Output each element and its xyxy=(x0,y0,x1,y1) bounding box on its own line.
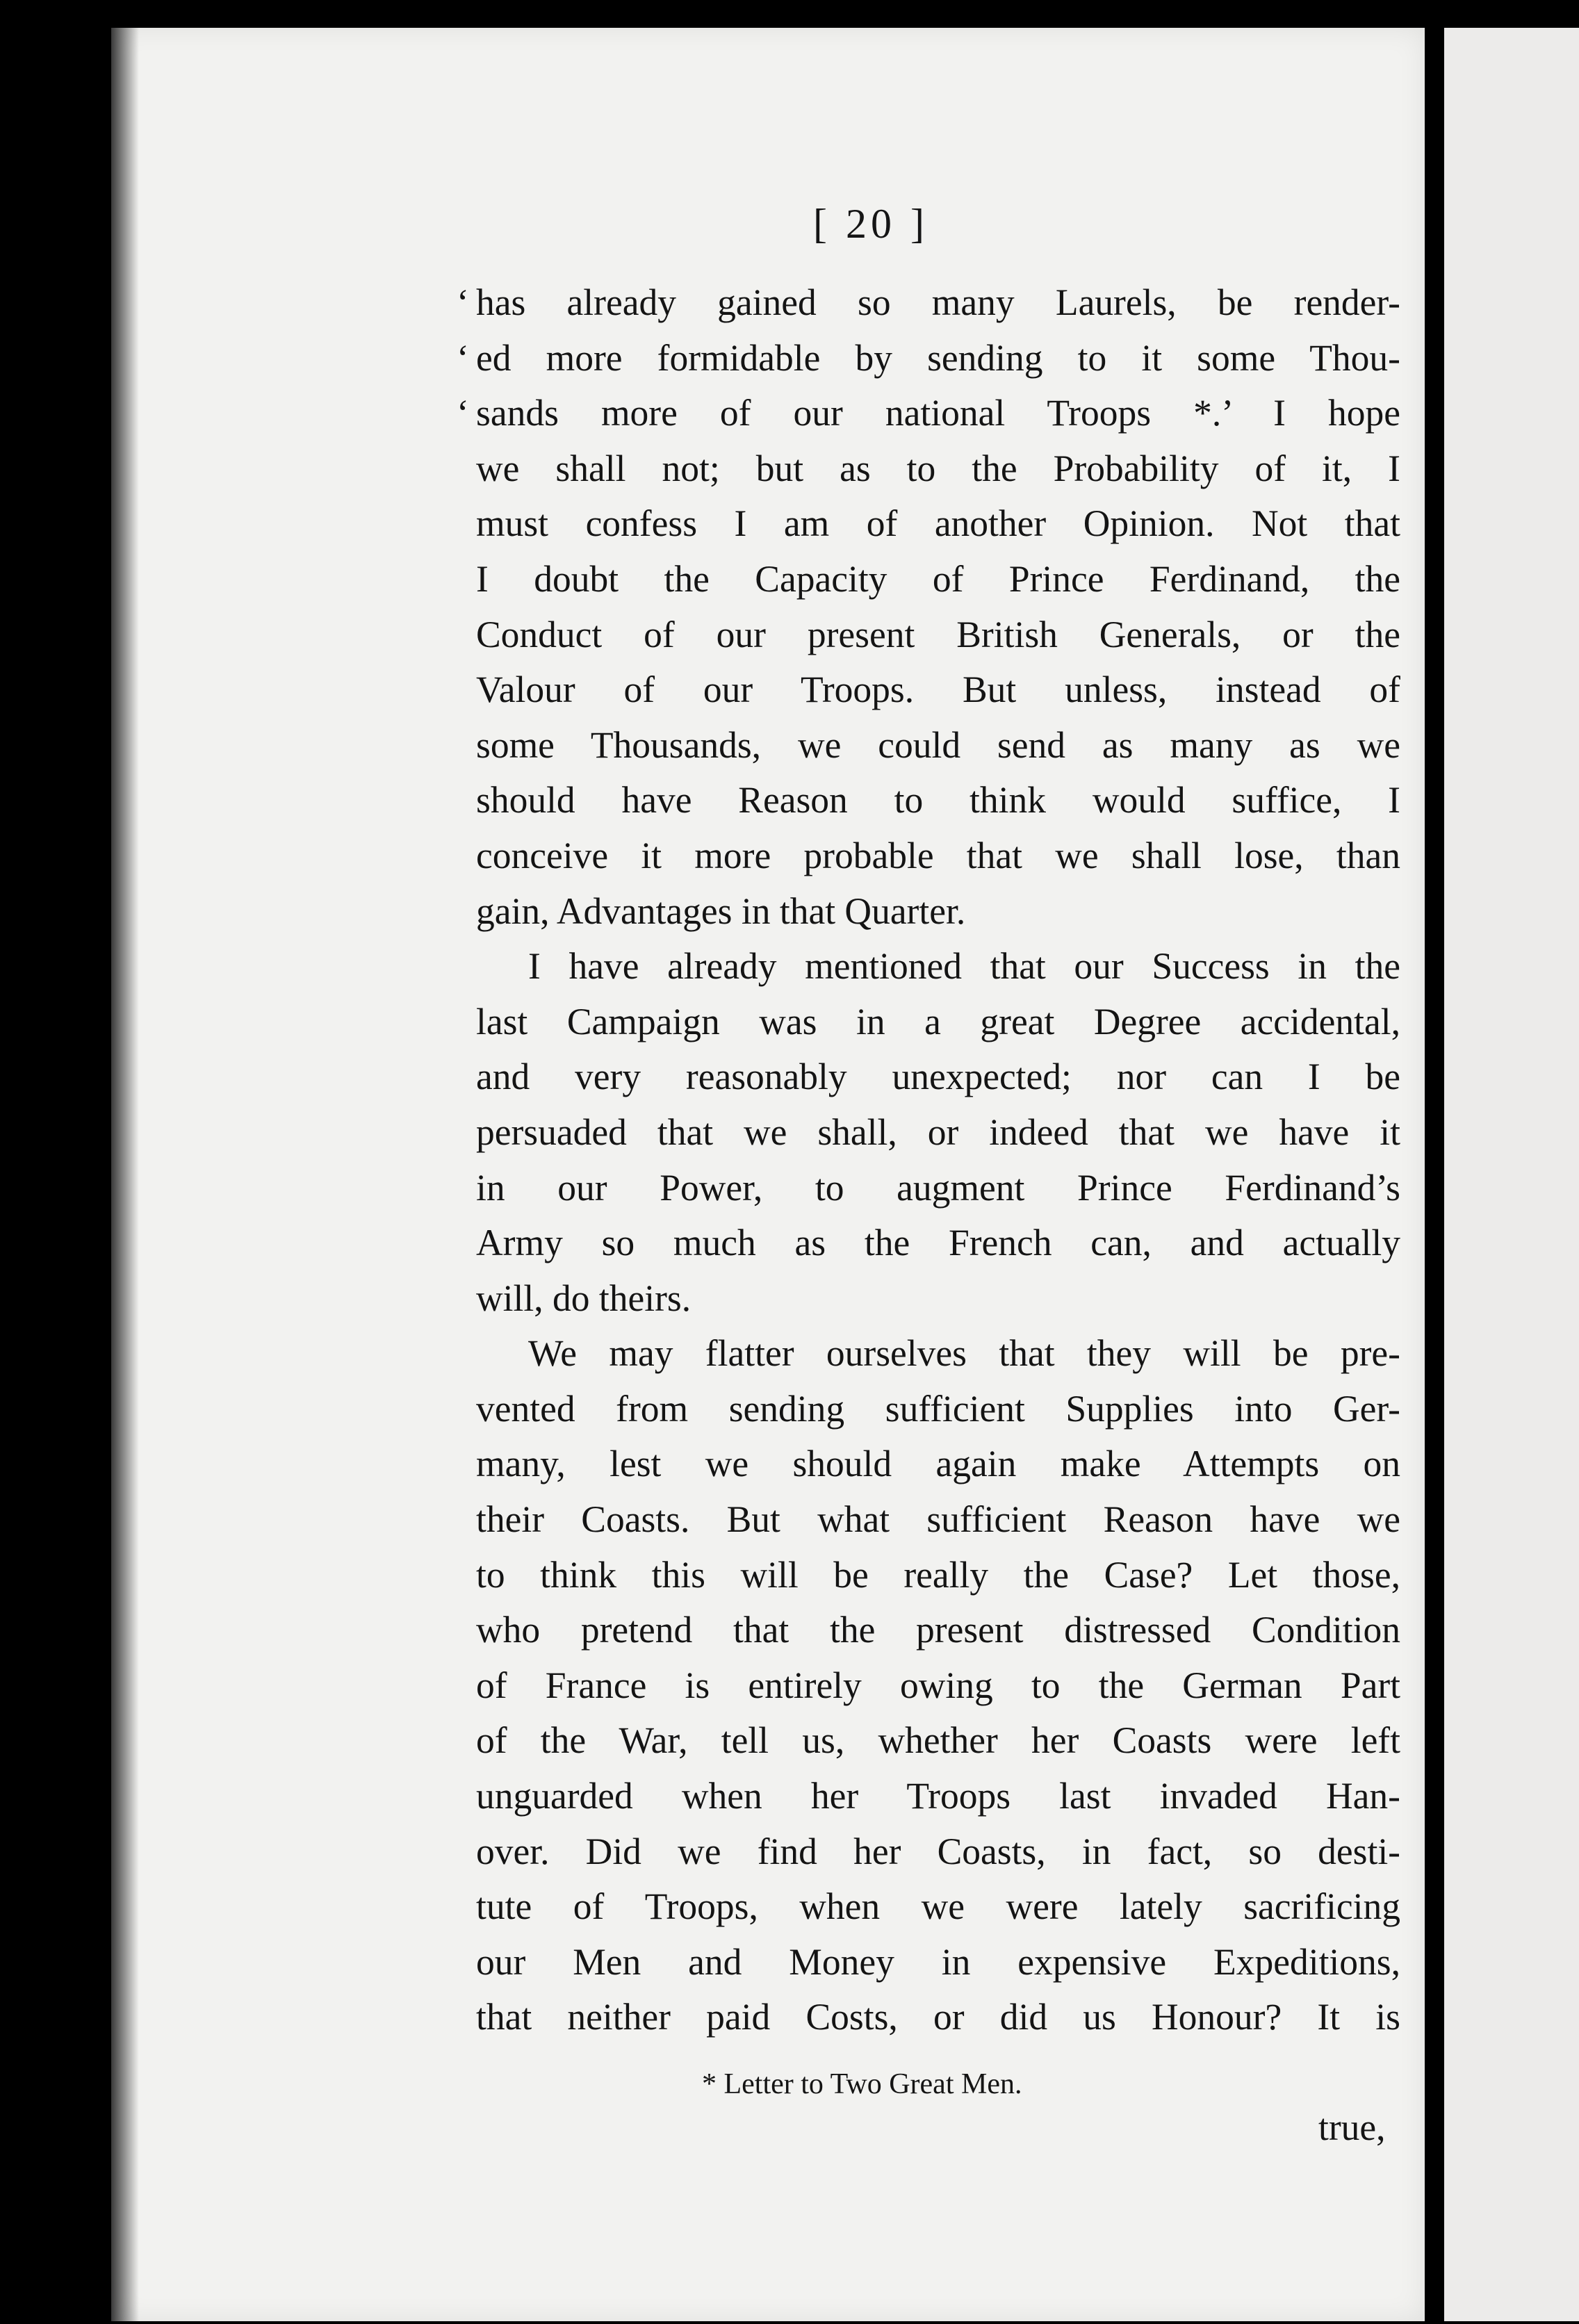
page-number-header: [ 20 ] xyxy=(813,201,928,247)
quote-mark: ‘ xyxy=(457,281,469,323)
adjacent-page-edge xyxy=(1444,28,1579,2321)
body-text xyxy=(457,275,1400,2045)
text-line: ‘ sands more of our national Troops *.’ I hope xyxy=(476,386,1400,441)
text-line: some Thousands, we could send as many as we xyxy=(476,723,1400,766)
text-line: Valour of our Troops. But unless, instead of xyxy=(476,669,1400,711)
text-line: many, lest we should again make Attempts on xyxy=(476,1443,1400,1485)
text-line: vented from sending sufficient Supplies into Ger- xyxy=(476,1387,1400,1430)
text-line: ‘ ed more formidable by sending to it some Thou- xyxy=(476,331,1400,386)
quote-mark: ‘ xyxy=(457,392,469,434)
text-line: gain, Advantages in that Quarter. xyxy=(476,890,966,932)
text-line: Conduct of our present British Generals, or the xyxy=(476,613,1400,655)
text-line: in our Power, to augment Prince Ferdinand’s xyxy=(476,1166,1400,1209)
text-line: I doubt the Capacity of Prince Ferdinand, the xyxy=(476,557,1400,600)
book-page xyxy=(111,28,1425,2321)
text-line: and very reasonably unexpected; nor can I be xyxy=(476,1056,1400,1098)
text-line: we shall not; but as to the Probability of it, I xyxy=(476,447,1400,489)
text-line: their Coasts. But what sufficient Reason have we xyxy=(476,1498,1400,1541)
text-line: ‘ has already gained so many Laurels, be render- xyxy=(476,275,1400,331)
quote-mark: ‘ xyxy=(457,336,469,379)
text-line: must confess I am of another Opinion. Not that xyxy=(476,502,1400,545)
text-line: last Campaign was in a great Degree accidental, xyxy=(476,1000,1400,1042)
text-line: I have already mentioned that our Success in the xyxy=(528,945,1400,988)
text-line: of France is entirely owing to the German Part xyxy=(476,1664,1400,1706)
catchword: true, xyxy=(1318,2106,1386,2148)
text-line: who pretend that the present distressed Condition xyxy=(476,1609,1400,1651)
text-line: our Men and Money in expensive Expeditions, xyxy=(476,1940,1400,1983)
text-line: of the War, tell us, whether her Coasts were left xyxy=(476,1719,1400,1762)
text-line: persuaded that we shall, or indeed that we have it xyxy=(476,1111,1400,1153)
text-line: unguarded when her Troops last invaded Han- xyxy=(476,1775,1400,1817)
text-line: We may flatter ourselves that they will be pre- xyxy=(528,1332,1400,1375)
text-line: over. Did we find her Coasts, in fact, so desti- xyxy=(476,1830,1400,1872)
footnote: * Letter to Two Great Men. xyxy=(702,2068,1022,2100)
text-line: to think this will be really the Case? Let those, xyxy=(476,1553,1400,1596)
text-line: that neither paid Costs, or did us Honour? It is xyxy=(476,1996,1400,2038)
text-line: conceive it more probable that we shall lose, than xyxy=(476,834,1400,876)
text-line: should have Reason to think would suffice, I xyxy=(476,779,1400,821)
text-line: will, do theirs. xyxy=(476,1277,692,1319)
text-line: tute of Troops, when we were lately sacrificing xyxy=(476,1885,1400,1928)
text-line: Army so much as the French can, and actually xyxy=(476,1222,1400,1264)
